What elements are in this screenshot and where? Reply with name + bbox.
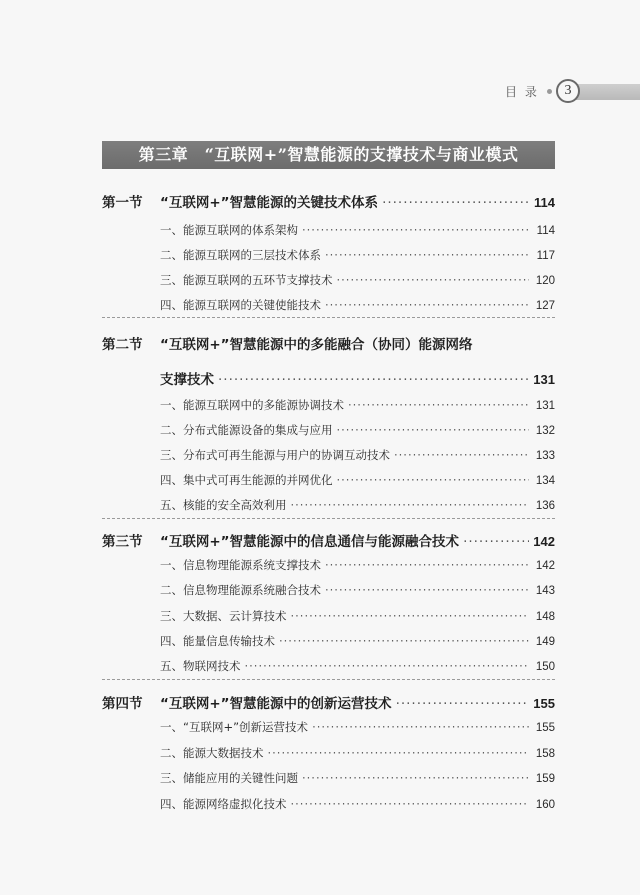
toc-item[interactable] <box>102 608 555 624</box>
toc-section-4[interactable] <box>102 692 555 712</box>
header-bar-decoration <box>575 84 640 100</box>
item-page: 143 <box>535 585 555 597</box>
section-divider <box>102 518 555 519</box>
toc-item[interactable] <box>102 247 555 263</box>
item-page: 158 <box>535 748 555 760</box>
item-title: 四、能量信息传输技术 <box>160 634 275 648</box>
leader-dots <box>291 498 530 512</box>
toc-item[interactable] <box>102 422 555 438</box>
item-title: 三、大数据、云计算技术 <box>160 609 287 623</box>
item-title: 二、分布式能源设备的集成与应用 <box>160 423 333 437</box>
toc-item[interactable] <box>102 633 555 649</box>
leader-dots <box>396 696 529 712</box>
leader-dots <box>312 720 529 734</box>
item-title: 四、集中式可再生能源的并网优化 <box>160 473 333 487</box>
item-page: 136 <box>535 500 555 512</box>
leader-dots <box>218 372 529 388</box>
item-title: 三、能源互联网的五环节支撑技术 <box>160 273 333 287</box>
item-title: 一、能源互联网的体系架构 <box>160 223 298 237</box>
toc-item[interactable] <box>102 745 555 761</box>
leader-dots <box>245 659 530 673</box>
toc-section-3[interactable] <box>102 530 555 550</box>
toc-item[interactable] <box>102 397 555 413</box>
leader-dots <box>463 534 529 550</box>
item-page: 117 <box>536 250 555 262</box>
chapter-title: 第三章 “互联网+”智慧能源的支撑技术与商业模式 <box>102 141 555 169</box>
leader-dots <box>302 771 529 785</box>
leader-dots <box>325 558 529 572</box>
item-page: 159 <box>535 773 555 785</box>
item-page: 160 <box>535 799 555 811</box>
toc-item[interactable] <box>102 447 555 463</box>
header-dot-decoration <box>547 89 552 94</box>
section-divider <box>102 679 555 680</box>
item-title: 四、能源网络虚拟化技术 <box>160 797 287 811</box>
item-page: 120 <box>535 275 555 287</box>
toc-section-1[interactable] <box>102 191 555 211</box>
leader-dots <box>337 273 530 287</box>
toc-item[interactable] <box>102 222 555 238</box>
item-page: 131 <box>535 400 555 412</box>
toc-item[interactable] <box>102 472 555 488</box>
item-page: 150 <box>535 661 555 673</box>
section-number: 第四节 <box>102 696 143 712</box>
section-title: “互联网+”智慧能源中的多能融合（协同）能源网络 <box>160 337 473 353</box>
section-page: 142 <box>533 534 555 549</box>
leader-dots <box>325 298 529 312</box>
leader-dots <box>279 634 529 648</box>
section-page: 155 <box>533 696 555 711</box>
section-title-continued: 支撑技术 <box>160 372 214 388</box>
toc-item[interactable] <box>102 796 555 812</box>
leader-dots <box>394 448 529 462</box>
toc-item[interactable] <box>102 297 555 313</box>
leader-dots <box>325 583 529 597</box>
item-page: 132 <box>535 425 555 437</box>
section-number: 第二节 <box>102 337 143 353</box>
item-title: 一、能源互联网中的多能源协调技术 <box>160 398 344 412</box>
item-title: 二、能源互联网的三层技术体系 <box>160 248 321 262</box>
toc-item[interactable] <box>102 658 555 674</box>
item-title: 五、核能的安全高效利用 <box>160 498 287 512</box>
item-page: 149 <box>535 636 555 648</box>
section-title: “互联网+”智慧能源中的信息通信与能源融合技术 <box>160 534 460 550</box>
leader-dots <box>325 248 529 262</box>
leader-dots <box>337 473 530 487</box>
section-divider <box>102 317 555 318</box>
toc-item[interactable] <box>102 582 555 598</box>
item-page: 127 <box>535 300 555 312</box>
item-page: 155 <box>535 722 555 734</box>
item-page: 114 <box>536 225 555 237</box>
item-title: 三、分布式可再生能源与用户的协调互动技术 <box>160 448 390 462</box>
leader-dots <box>291 797 530 811</box>
section-page: 114 <box>534 195 555 210</box>
item-title: 二、能源大数据技术 <box>160 746 264 760</box>
item-title: 二、信息物理能源系统融合技术 <box>160 583 321 597</box>
toc-item[interactable] <box>102 719 555 735</box>
page-number: 3 <box>556 79 580 103</box>
leader-dots <box>348 398 529 412</box>
header-label: 目 录 <box>505 85 539 99</box>
item-page: 148 <box>535 611 555 623</box>
item-title: 三、储能应用的关键性问题 <box>160 771 298 785</box>
leader-dots <box>268 746 530 760</box>
item-title: 五、物联网技术 <box>160 659 241 673</box>
section-number: 第一节 <box>102 195 143 211</box>
toc-item[interactable] <box>102 497 555 513</box>
item-page: 142 <box>535 560 555 572</box>
section-title: “互联网+”智慧能源中的创新运营技术 <box>160 696 392 712</box>
toc-item[interactable] <box>102 770 555 786</box>
toc-item[interactable] <box>102 557 555 573</box>
item-page: 134 <box>535 475 555 487</box>
item-title: 四、能源互联网的关键使能技术 <box>160 298 321 312</box>
item-title: 一、信息物理能源系统支撑技术 <box>160 558 321 572</box>
item-page: 133 <box>535 450 555 462</box>
leader-dots <box>337 423 530 437</box>
section-title: “互联网+”智慧能源的关键技术体系 <box>160 195 379 211</box>
leader-dots <box>302 223 529 237</box>
item-title: 一、“互联网+”创新运营技术 <box>160 720 309 734</box>
toc-section-2-continued[interactable] <box>102 368 555 388</box>
toc-section-2[interactable] <box>102 333 555 353</box>
toc-item[interactable] <box>102 272 555 288</box>
section-number: 第三节 <box>102 534 143 550</box>
leader-dots <box>382 195 529 211</box>
section-page: 131 <box>533 372 555 387</box>
leader-dots <box>291 609 530 623</box>
